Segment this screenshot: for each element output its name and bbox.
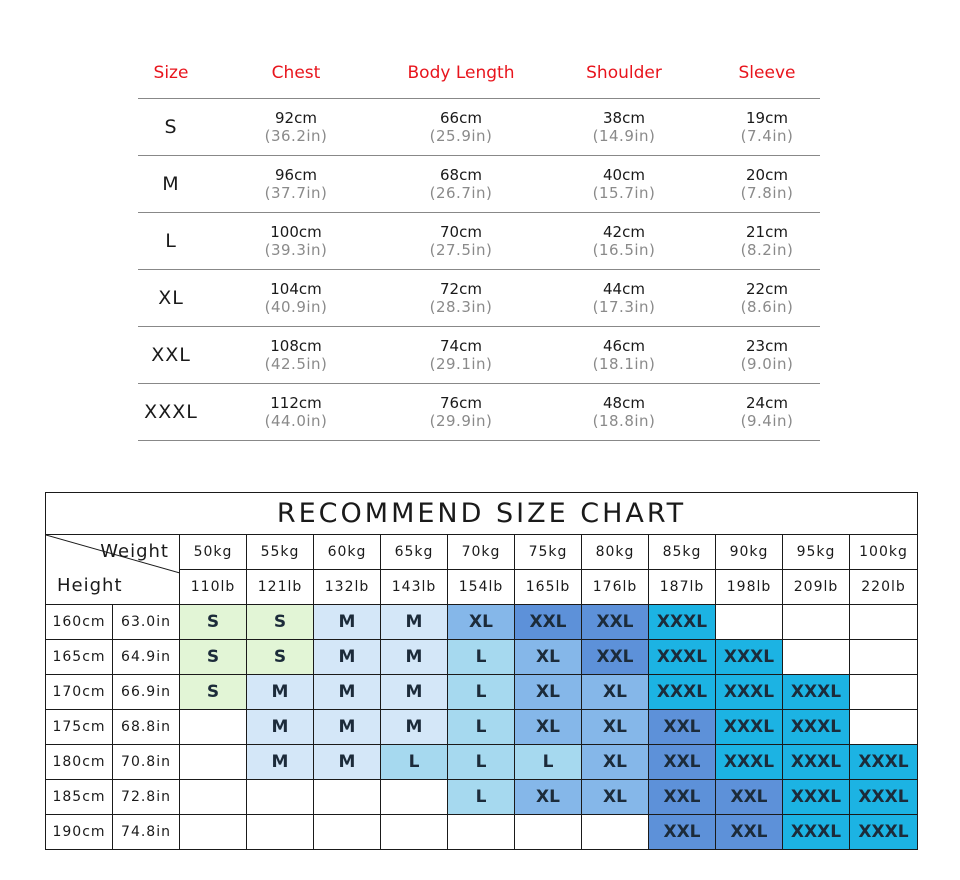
weight-kg-row [46, 535, 918, 570]
length-value [388, 270, 534, 327]
shoulder-value [534, 213, 714, 270]
size-cell [381, 780, 448, 815]
length-cm: 70cm [440, 222, 482, 241]
size-cell: M [314, 675, 381, 710]
length-cm: 74cm [440, 336, 482, 355]
size-cell: XXXL [783, 710, 850, 745]
size-cell: XXXL [649, 605, 716, 640]
sleeve-cm: 23cm [746, 336, 788, 355]
weight-label: Weight [100, 541, 169, 562]
size-cell [515, 815, 582, 850]
shoulder-inch: (17.3in) [592, 297, 656, 316]
weight-kg: 55kg [247, 535, 314, 570]
sleeve-cm: 21cm [746, 222, 788, 241]
measurement-row [138, 384, 820, 441]
sleeve-inch: (8.2in) [740, 240, 794, 259]
height-cm: 190cm [46, 815, 113, 850]
size-cell: XXL [515, 605, 582, 640]
size-label: XXL [138, 327, 204, 384]
shoulder-cm: 46cm [603, 336, 645, 355]
chest-inch: (40.9in) [264, 297, 328, 316]
size-cell [582, 815, 649, 850]
sleeve-cm: 22cm [746, 279, 788, 298]
header-sleeve: Sleeve [714, 48, 820, 99]
sleeve-value [714, 99, 820, 156]
recommend-size-chart [45, 492, 918, 850]
size-cell: XXL [649, 710, 716, 745]
chest-cm: 112cm [270, 393, 322, 412]
size-cell [314, 815, 381, 850]
height-inch: 74.8in [113, 815, 180, 850]
size-cell: XXL [582, 605, 649, 640]
size-cell: XXXL [783, 815, 850, 850]
size-cell [247, 780, 314, 815]
length-cm: 66cm [440, 108, 482, 127]
weight-kg: 70kg [448, 535, 515, 570]
size-cell: M [314, 745, 381, 780]
chest-value [204, 99, 388, 156]
chest-value [204, 213, 388, 270]
size-cell: XXL [716, 815, 783, 850]
size-cell: XXL [649, 780, 716, 815]
weight-lb: 110lb [180, 570, 247, 605]
weight-kg: 95kg [783, 535, 850, 570]
size-cell: M [381, 710, 448, 745]
size-cell: XXXL [783, 780, 850, 815]
height-inch: 63.0in [113, 605, 180, 640]
shoulder-cm: 48cm [603, 393, 645, 412]
size-cell [314, 780, 381, 815]
weight-lb: 209lb [783, 570, 850, 605]
size-cell [850, 710, 918, 745]
chest-cm: 96cm [275, 165, 317, 184]
sleeve-value [714, 270, 820, 327]
weight-kg: 85kg [649, 535, 716, 570]
size-cell: M [247, 710, 314, 745]
sleeve-value [714, 384, 820, 441]
size-cell: L [381, 745, 448, 780]
length-inch: (29.9in) [429, 411, 493, 430]
size-cell: XXXL [850, 780, 918, 815]
weight-kg: 80kg [582, 535, 649, 570]
shoulder-cm: 44cm [603, 279, 645, 298]
height-row [46, 640, 918, 675]
size-cell: XL [515, 640, 582, 675]
size-cell: XXXL [783, 675, 850, 710]
chest-value [204, 156, 388, 213]
size-cell: M [381, 675, 448, 710]
sleeve-inch: (9.0in) [740, 354, 794, 373]
size-cell [783, 640, 850, 675]
size-cell: S [247, 605, 314, 640]
height-row [46, 780, 918, 815]
weight-kg: 75kg [515, 535, 582, 570]
size-cell [850, 605, 918, 640]
weight-lb: 143lb [381, 570, 448, 605]
shoulder-value [534, 384, 714, 441]
sleeve-cm: 20cm [746, 165, 788, 184]
weight-kg: 50kg [180, 535, 247, 570]
size-cell: XXL [716, 780, 783, 815]
size-cell: M [247, 745, 314, 780]
corner-header [46, 535, 180, 605]
shoulder-inch: (16.5in) [592, 240, 656, 259]
sleeve-value [714, 327, 820, 384]
size-cell [850, 675, 918, 710]
shoulder-inch: (15.7in) [592, 183, 656, 202]
chest-inch: (39.3in) [264, 240, 328, 259]
size-cell: L [448, 745, 515, 780]
weight-lb: 154lb [448, 570, 515, 605]
length-value [388, 327, 534, 384]
size-cell: XL [448, 605, 515, 640]
shoulder-cm: 40cm [603, 165, 645, 184]
measurement-row [138, 156, 820, 213]
weight-lb: 132lb [314, 570, 381, 605]
size-label: XL [138, 270, 204, 327]
shoulder-value [534, 270, 714, 327]
header-body-length: Body Length [388, 48, 534, 99]
height-label: Height [57, 575, 123, 596]
length-cm: 68cm [440, 165, 482, 184]
height-cm: 160cm [46, 605, 113, 640]
size-cell [180, 745, 247, 780]
height-inch: 72.8in [113, 780, 180, 815]
size-cell [180, 780, 247, 815]
shoulder-cm: 38cm [603, 108, 645, 127]
chest-cm: 108cm [270, 336, 322, 355]
size-cell: XXXL [716, 640, 783, 675]
length-value [388, 213, 534, 270]
size-cell: XL [582, 745, 649, 780]
weight-lb: 121lb [247, 570, 314, 605]
size-cell: M [381, 640, 448, 675]
size-cell: XXXL [783, 745, 850, 780]
weight-lb: 176lb [582, 570, 649, 605]
chart-title: RECOMMEND SIZE CHART [46, 493, 918, 535]
sleeve-cm: 24cm [746, 393, 788, 412]
size-cell: XXL [649, 745, 716, 780]
height-cm: 180cm [46, 745, 113, 780]
size-cell [716, 605, 783, 640]
size-cell: S [180, 675, 247, 710]
length-inch: (29.1in) [429, 354, 493, 373]
height-row [46, 675, 918, 710]
length-inch: (28.3in) [429, 297, 493, 316]
length-cm: 72cm [440, 279, 482, 298]
size-label: S [138, 99, 204, 156]
size-cell: L [448, 780, 515, 815]
height-row [46, 815, 918, 850]
chest-inch: (44.0in) [264, 411, 328, 430]
size-cell: M [314, 640, 381, 675]
chest-value [204, 327, 388, 384]
weight-kg: 100kg [850, 535, 918, 570]
size-cell: XL [582, 710, 649, 745]
height-cm: 185cm [46, 780, 113, 815]
size-cell: L [448, 675, 515, 710]
shoulder-inch: (18.8in) [592, 411, 656, 430]
size-cell: S [247, 640, 314, 675]
length-inch: (26.7in) [429, 183, 493, 202]
height-row [46, 745, 918, 780]
size-cell [783, 605, 850, 640]
sleeve-value [714, 213, 820, 270]
size-cell [247, 815, 314, 850]
chest-cm: 100cm [270, 222, 322, 241]
weight-kg: 60kg [314, 535, 381, 570]
chest-value [204, 384, 388, 441]
shoulder-inch: (14.9in) [592, 126, 656, 145]
size-cell: L [448, 640, 515, 675]
size-cell: M [314, 710, 381, 745]
sleeve-inch: (9.4in) [740, 411, 794, 430]
shoulder-cm: 42cm [603, 222, 645, 241]
sleeve-cm: 19cm [746, 108, 788, 127]
size-cell: M [247, 675, 314, 710]
sleeve-value [714, 156, 820, 213]
size-label: M [138, 156, 204, 213]
size-cell: XXXL [716, 710, 783, 745]
size-cell: XL [582, 675, 649, 710]
length-value [388, 99, 534, 156]
weight-lb: 198lb [716, 570, 783, 605]
weight-lb: 165lb [515, 570, 582, 605]
size-cell: XXXL [716, 675, 783, 710]
length-inch: (27.5in) [429, 240, 493, 259]
size-cell: S [180, 605, 247, 640]
sleeve-inch: (7.4in) [740, 126, 794, 145]
sleeve-inch: (8.6in) [740, 297, 794, 316]
weight-lb: 220lb [850, 570, 918, 605]
size-label: XXXL [138, 384, 204, 441]
size-cell [850, 640, 918, 675]
length-inch: (25.9in) [429, 126, 493, 145]
chest-inch: (42.5in) [264, 354, 328, 373]
measurement-table [138, 48, 820, 441]
size-cell: M [314, 605, 381, 640]
shoulder-value [534, 156, 714, 213]
header-shoulder: Shoulder [534, 48, 714, 99]
height-inch: 70.8in [113, 745, 180, 780]
measurement-row [138, 213, 820, 270]
size-cell: XXXL [649, 675, 716, 710]
height-cm: 165cm [46, 640, 113, 675]
size-cell [180, 710, 247, 745]
size-cell: M [381, 605, 448, 640]
measurement-header-row [138, 48, 820, 99]
size-cell: XL [515, 675, 582, 710]
height-inch: 64.9in [113, 640, 180, 675]
shoulder-value [534, 327, 714, 384]
size-cell: XXXL [850, 815, 918, 850]
size-cell: XXXL [850, 745, 918, 780]
size-cell [381, 815, 448, 850]
chest-inch: (37.7in) [264, 183, 328, 202]
shoulder-inch: (18.1in) [592, 354, 656, 373]
length-cm: 76cm [440, 393, 482, 412]
size-cell: XL [515, 710, 582, 745]
shoulder-value [534, 99, 714, 156]
height-cm: 175cm [46, 710, 113, 745]
header-chest: Chest [204, 48, 388, 99]
length-value [388, 384, 534, 441]
size-cell: XXL [649, 815, 716, 850]
weight-kg: 90kg [716, 535, 783, 570]
chest-value [204, 270, 388, 327]
size-cell: XL [515, 780, 582, 815]
size-cell: XXXL [716, 745, 783, 780]
chest-cm: 92cm [275, 108, 317, 127]
size-cell: L [448, 710, 515, 745]
chest-inch: (36.2in) [264, 126, 328, 145]
height-inch: 66.9in [113, 675, 180, 710]
header-size: Size [138, 48, 204, 99]
size-cell: XXL [582, 640, 649, 675]
size-cell: L [515, 745, 582, 780]
size-cell [180, 815, 247, 850]
size-cell: S [180, 640, 247, 675]
weight-kg: 65kg [381, 535, 448, 570]
measurement-row [138, 270, 820, 327]
sleeve-inch: (7.8in) [740, 183, 794, 202]
height-row [46, 605, 918, 640]
size-cell [448, 815, 515, 850]
height-row [46, 710, 918, 745]
recommend-body [46, 605, 918, 850]
height-cm: 170cm [46, 675, 113, 710]
weight-lb: 187lb [649, 570, 716, 605]
size-label: L [138, 213, 204, 270]
measurement-row [138, 327, 820, 384]
chest-cm: 104cm [270, 279, 322, 298]
size-cell: XL [582, 780, 649, 815]
size-cell: XXXL [649, 640, 716, 675]
height-inch: 68.8in [113, 710, 180, 745]
length-value [388, 156, 534, 213]
measurement-body [138, 99, 820, 441]
measurement-row [138, 99, 820, 156]
